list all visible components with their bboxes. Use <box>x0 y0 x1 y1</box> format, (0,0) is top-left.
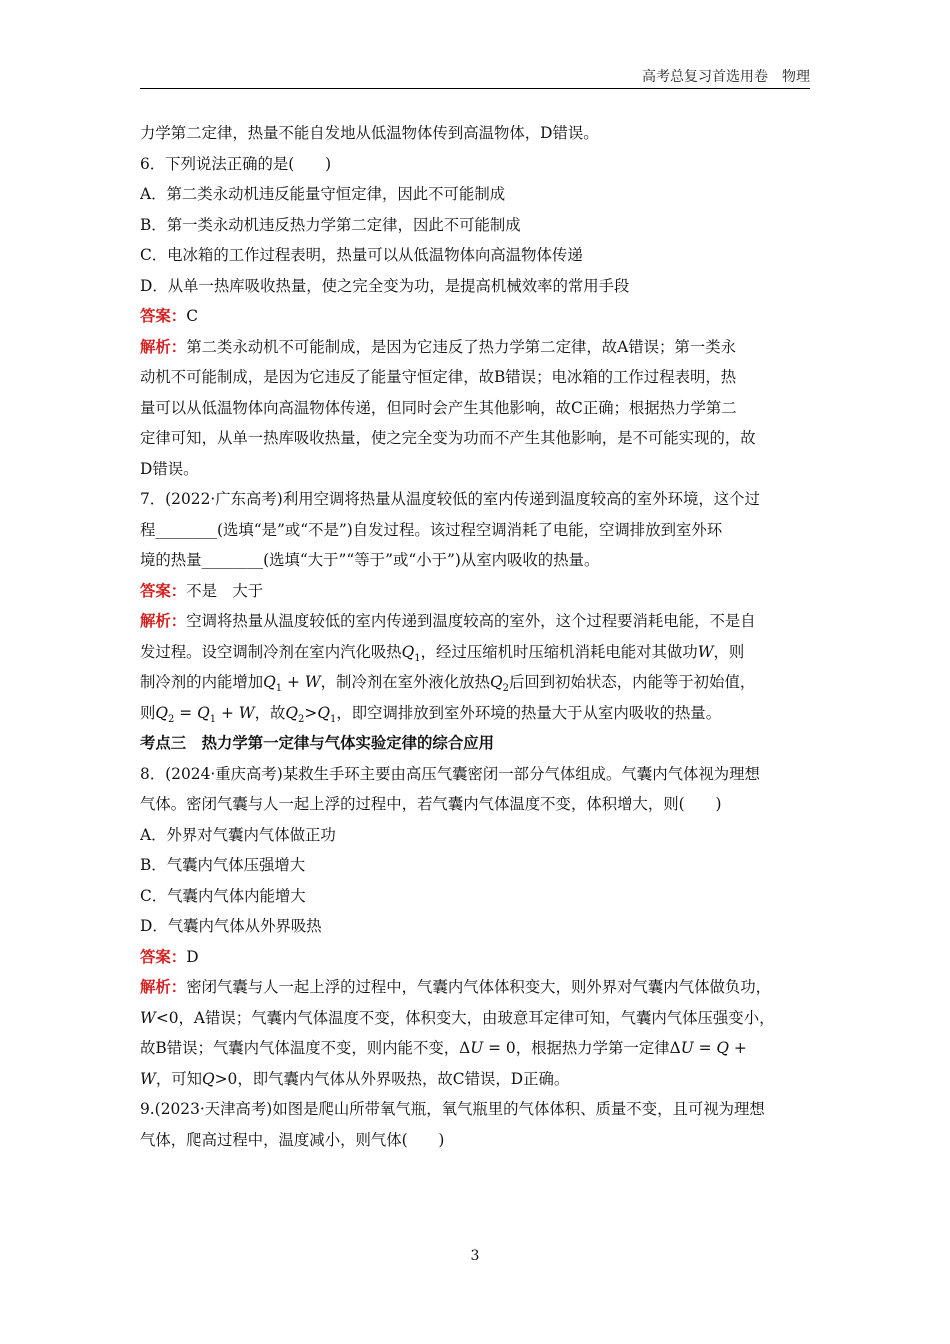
prev-answer-tail: 力学第二定律，热量不能自发地从低温物体传到高温物体，D错误。 <box>140 124 599 142</box>
text: ，可知 <box>155 1069 203 1088</box>
subscript: 1 <box>275 683 283 695</box>
q6-option-c: C．电冰箱的工作过程表明，热量可以从低温物体向高温物体传递 <box>140 246 583 264</box>
operator: = <box>693 1039 717 1057</box>
symbol-w: W <box>304 673 321 691</box>
answer-label: 答案： <box>140 581 187 600</box>
symbol-w: W <box>140 1069 156 1088</box>
q6-option-a: A．第二类永动机违反能量守恒定律，因此不可能制成 <box>140 185 506 203</box>
page-header: 高考总复习首选用卷 物理 <box>642 69 810 85</box>
symbol-w: W <box>697 642 714 661</box>
q8-answer <box>140 942 812 973</box>
subscript: 1 <box>209 713 217 725</box>
q8-analysis-line-3 <box>140 1033 812 1064</box>
header-rule <box>140 88 810 89</box>
answer-label: 答案： <box>140 307 187 325</box>
q8-analysis-line-2 <box>140 1003 812 1034</box>
q6-analysis-line-5: D错误。 <box>140 459 199 478</box>
subscript: 1 <box>329 713 337 725</box>
q6-stem: 6．下列说法正确的是( ) <box>140 154 332 173</box>
symbol-q: Q <box>716 1039 730 1057</box>
q9-stem-line-1: 9.(2023·天津高考)如图是爬山所带氧气瓶，氧气瓶里的气体体积、质量不变，且可视为理想 <box>140 1100 765 1118</box>
q8-option-c: C．气囊内气体内能增大 <box>140 886 306 905</box>
text: 则 <box>140 703 156 722</box>
q8-stem-line-1: 8．(2024·重庆高考)某救生手环主要由高压气囊密闭一部分气体组成。气囊内气体视为理想 <box>140 764 760 783</box>
analysis-label: 解析： <box>140 612 187 630</box>
text: 后回到初始状态，内能等于初始值， <box>508 673 756 691</box>
answer-label: 答案： <box>140 947 187 966</box>
symbol-q: Q <box>401 642 415 661</box>
q7-analysis-line-4 <box>140 698 812 729</box>
symbol-q: Q <box>285 703 299 722</box>
text: 发过程。设空调制冷剂在室内汽化吸热 <box>140 642 402 661</box>
operator: > <box>304 703 318 722</box>
symbol-u: U <box>470 1039 484 1057</box>
analysis-text: 密闭气囊与人一起上浮的过程中，气囊内气体体积变大，则外界对气囊内气体做负功， <box>186 978 772 996</box>
subscript: 2 <box>168 713 175 725</box>
text: ，经过压缩机时压缩机消耗电能对其做功 <box>420 642 698 661</box>
text: ，则 <box>713 642 745 661</box>
symbol-q: Q <box>197 703 210 722</box>
text: >0，即气囊内气体从外界吸热，故C错误，D正确。 <box>214 1069 570 1088</box>
text: <0，A错误；气囊内气体温度不变，体积变大，由玻意耳定律可知，气囊内气体压强变小， <box>155 1008 775 1027</box>
text: ，即空调排放到室外环境的热量大于从室内吸收的热量。 <box>336 703 722 722</box>
q7-stem-line-3: 境的热量________(选填“大于”“等于”或“小于”)从室内吸收的热量。 <box>140 551 600 569</box>
analysis-text: 空调将热量从温度较低的室内传递到温度较高的室外，这个过程要消耗电能，不是自 <box>186 612 756 630</box>
q7-answer <box>140 576 812 607</box>
q8-option-b: B．气囊内气体压强增大 <box>140 856 306 874</box>
symbol-q: Q <box>155 703 169 722</box>
symbol-q: Q <box>263 673 276 691</box>
q6-analysis-line-1 <box>140 332 812 363</box>
q8-answer-value: D <box>186 947 199 966</box>
q8-option-d: D．气囊内气体从外界吸热 <box>140 917 322 935</box>
q7-analysis-line-3 <box>140 667 812 698</box>
subscript: 1 <box>414 652 421 664</box>
symbol-q: Q <box>202 1069 215 1088</box>
q6-analysis-line-3: 量可以从低温物体向高温物体传递，但同时会产生其他影响，故C正确；根据热力学第二 <box>140 398 737 417</box>
text: 制冷剂的内能增加 <box>140 673 264 691</box>
text: ，故 <box>254 703 286 722</box>
q8-option-a: A．外界对气囊内气体做正功 <box>140 825 336 844</box>
symbol-w: W <box>140 1008 156 1027</box>
q7-analysis-line-2 <box>140 637 812 668</box>
q6-option-d: D．从单一热库吸收热量，使之完全变为功，是提高机械效率的常用手段 <box>140 276 630 295</box>
q6-analysis-line-2: 动机不可能制成，是因为它违反了能量守恒定律，故B错误；电冰箱的工作过程表明，热 <box>140 368 737 386</box>
q7-stem-line-1: 7．(2022·广东高考)利用空调将热量从温度较低的室内传递到温度较高的室外环境，这个过 <box>140 490 760 508</box>
symbol-q: Q <box>317 703 330 722</box>
subscript: 2 <box>502 683 509 695</box>
symbol-w: W <box>238 703 255 722</box>
operator: + <box>282 673 305 691</box>
section-heading: 考点三 热力学第一定律与气体实验定律的综合应用 <box>140 734 494 752</box>
text: ，制冷剂在室外液化放热 <box>320 673 490 691</box>
analysis-label: 解析： <box>140 337 187 356</box>
q6-analysis-line-4: 定律可知，从单一热库吸收热量，使之完全变为功而不产生其他影响，是不可能实现的，故 <box>140 429 756 447</box>
q6-answer-value: C <box>186 307 198 325</box>
subscript: 2 <box>298 713 305 725</box>
analysis-label: 解析： <box>140 978 187 996</box>
q8-analysis-line-4 <box>140 1064 812 1095</box>
q8-stem-line-2: 气体。密闭气囊与人一起上浮的过程中，若气囊内气体温度不变，体积增大，则( ) <box>140 795 722 813</box>
q6-option-b: B．第一类永动机违反热力学第二定律，因此不可能制成 <box>140 215 521 234</box>
q9-stem-line-2: 气体，爬高过程中，温度减小，则气体( ) <box>140 1130 445 1149</box>
q7-stem-line-2: 程________(选填“是”或“不是”)自发过程。该过程空调消耗了电能，空调排放到室外环 <box>140 520 723 539</box>
text: 故B错误；气囊内气体温度不变，则内能不变，Δ <box>140 1039 471 1057</box>
q7-answer-value: 不是 大于 <box>186 581 264 600</box>
text: = 0，根据热力学第一定律Δ <box>483 1039 681 1057</box>
symbol-u: U <box>680 1039 694 1057</box>
operator: = <box>174 703 198 722</box>
operator: + <box>216 703 239 722</box>
q6-answer <box>140 301 812 332</box>
q8-analysis-line-1 <box>140 972 812 1003</box>
operator: + <box>729 1039 747 1057</box>
page-content <box>140 118 812 1155</box>
page-number: 3 <box>470 1248 480 1264</box>
analysis-text: 第二类永动机不可能制成，是因为它违反了热力学第二定律，故A错误；第一类永 <box>186 337 736 356</box>
symbol-q: Q <box>489 673 503 691</box>
q7-analysis-line-1 <box>140 606 812 637</box>
